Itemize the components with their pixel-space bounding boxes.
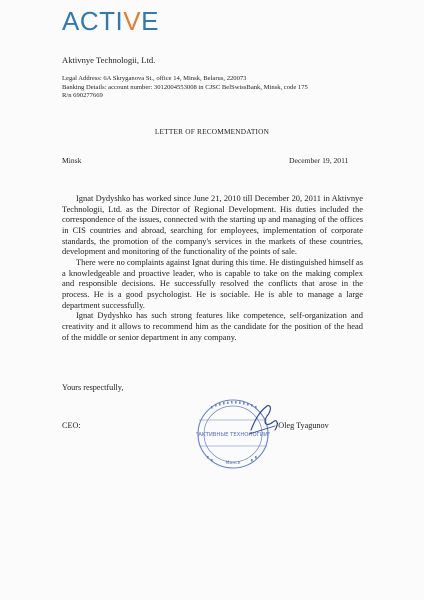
logo-text-end: E bbox=[141, 6, 159, 36]
stamp-city-text: Минск bbox=[225, 461, 241, 466]
signer-name: /Oleg Tyagunov bbox=[276, 421, 329, 430]
logo-text-v: V bbox=[123, 6, 142, 36]
signer-role: CEO: bbox=[62, 421, 81, 430]
letter-body bbox=[62, 193, 363, 342]
legal-address: Legal Address: 6A Skryganova St., office 14, Minsk, Belarus, 220073 bbox=[62, 75, 247, 82]
legal-details bbox=[62, 75, 308, 101]
stamp-center-text: "АКТИВНЫЕ ТЕХНОЛОГИИ" bbox=[195, 432, 271, 438]
letter-title: LETTER OF RECOMMENDATION bbox=[154, 127, 270, 136]
company-name: Aktivnye Technologii, Ltd. bbox=[62, 55, 156, 65]
body-paragraph-2: There were no complaints against Ignat during this time. He distinguished himself as a knowledgeable and proactive leader, who is capable to take on the making complex and responsible decisions. He successfully resolved the conflicts that arose in the process. He is a good psychologist. He is sociable. He is able to manage a large department successfully. bbox=[62, 256, 363, 310]
closing-phrase: Yours respectfully, bbox=[62, 383, 124, 392]
letter-city: Minsk bbox=[62, 156, 82, 165]
banking-details: Banking Details: account number: 3012004553008 in CJSC BelSwissBank, Minsk, code 175 bbox=[62, 83, 308, 91]
body-paragraph-1: Ignat Dydyshko has worked since June 21, 2010 till December 20, 2011 in Aktivnye Technologii, Ltd. as the Director of Regional Development. His duties included the correspondence of the issues, connected with the starting up and managing of the offices in CIS countries and abroad, searching for employees, implementation of corporate standards, the promotion of the company's services in the markets of these countries, development and monitoring of the functionality of the points of sale. bbox=[62, 193, 363, 257]
company-logo bbox=[62, 8, 159, 34]
letter-date: December 19, 2011 bbox=[289, 156, 349, 165]
logo-text-start: ACTI bbox=[62, 6, 124, 36]
body-paragraph-3: Ignat Dydyshko has such strong features like competence, self-organization and creativity and it allows to recommend him as the candidate for the position of the head of the middle or senior department in any company. bbox=[62, 310, 363, 342]
registration-number: R/n 690277669 bbox=[62, 92, 103, 100]
